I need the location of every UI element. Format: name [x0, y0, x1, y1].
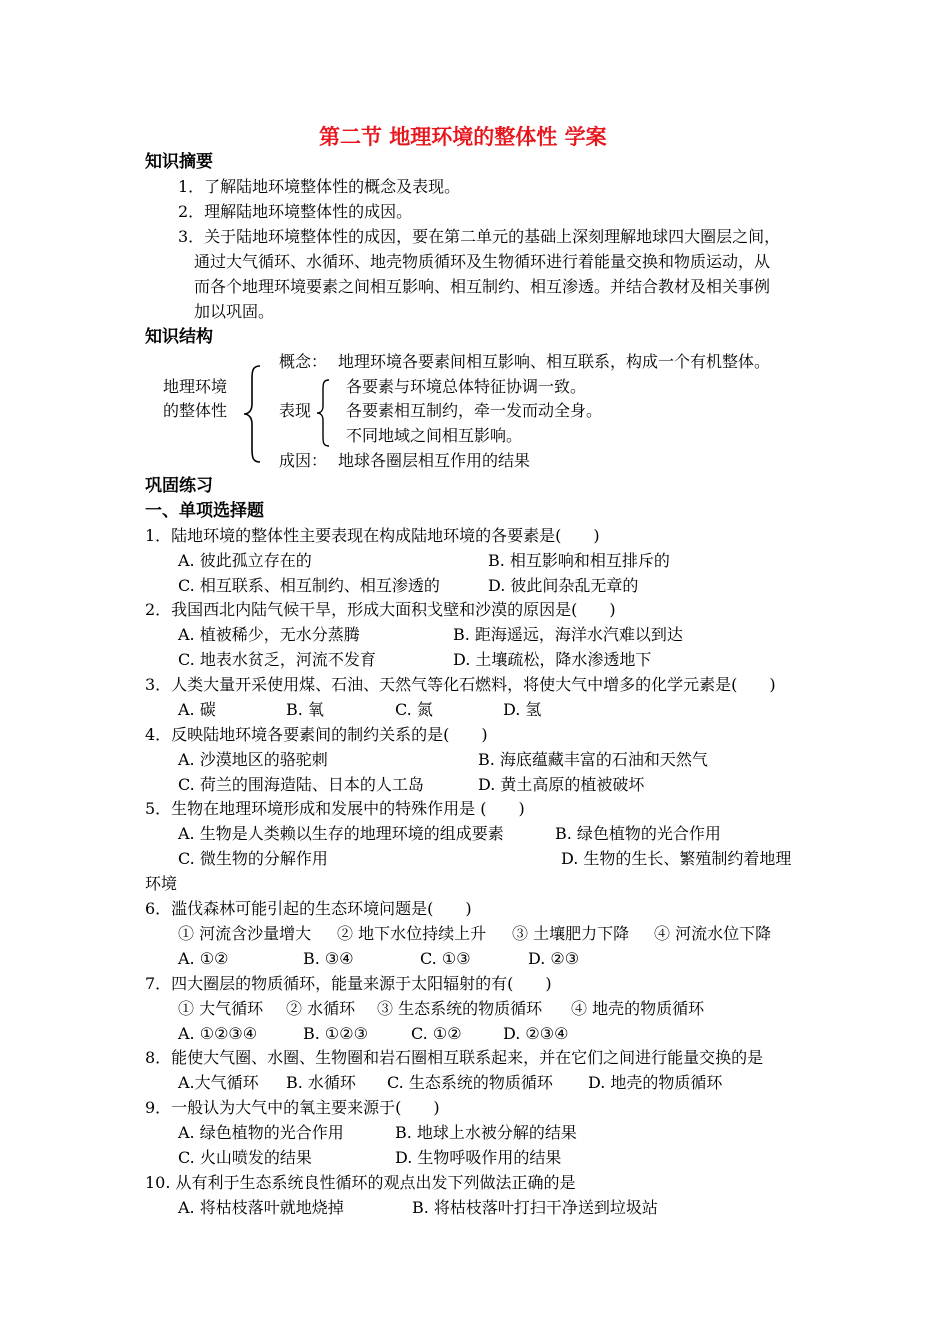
- option: A. ①②: [178, 949, 229, 968]
- page-title: 第二节 地理环境的整体性 学案: [319, 125, 607, 149]
- practice-heading: 巩固练习: [145, 476, 213, 496]
- option: A. 彼此孤立存在的: [178, 551, 312, 570]
- option: D. 黄土高原的植被破坏: [478, 775, 645, 794]
- option: C. 荷兰的围海造陆、日本的人工岛: [178, 775, 424, 794]
- option: D. 氢: [503, 700, 542, 719]
- summary-item: 1．了解陆地环境整体性的概念及表现。: [178, 177, 461, 196]
- option: D. ②③: [528, 949, 580, 968]
- option: B. ①②③: [303, 1024, 368, 1043]
- option: A. ①②③④: [178, 1024, 258, 1043]
- summary-item-continued: 通过大气循环、水循环、地壳物质循环及生物循环进行着能量交换和物质运动，从: [194, 252, 771, 271]
- question: 2．我国西北内陆气候干旱，形成大面积戈壁和沙漠的原因是( ): [145, 600, 616, 619]
- option: C. 地表水贫乏，河流不发育: [178, 650, 376, 669]
- section-heading: 一、单项选择题: [145, 501, 264, 521]
- question: 7．四大圈层的物质循环，能量来源于太阳辐射的有( ): [145, 974, 552, 993]
- option: B. 将枯枝落叶打扫干净送到垃圾站: [412, 1198, 658, 1217]
- option: B. 海底蕴藏丰富的石油和天然气: [478, 750, 708, 769]
- option: D. 生物的生长、繁殖制约着地理: [561, 849, 792, 868]
- question: 9．一般认为大气中的氧主要来源于( ): [145, 1098, 440, 1117]
- option: D. 生物呼吸作用的结果: [395, 1148, 562, 1167]
- question: 5．生物在地理环境形成和发展中的特殊作用是 ( ): [145, 799, 525, 818]
- concept-label: 概念：: [279, 352, 328, 371]
- inner-brace-icon: [314, 378, 332, 448]
- summary-heading: 知识摘要: [145, 152, 213, 172]
- structure-root-label: 地理环境: [163, 377, 228, 396]
- option: D. 地壳的物质循环: [588, 1073, 723, 1092]
- expression-label: 表现: [279, 401, 312, 420]
- structure-root-label: 的整体性: [163, 401, 228, 420]
- option: B. 水循环: [286, 1073, 356, 1092]
- statement: ④ 河流水位下降: [654, 924, 772, 943]
- option: D. 彼此间杂乱无章的: [488, 576, 639, 595]
- option: A. 将枯枝落叶就地烧掉: [178, 1198, 344, 1217]
- option: A. 植被稀少，无水分蒸腾: [178, 625, 360, 644]
- expression-item: 不同地域之间相互影响。: [346, 426, 523, 445]
- question: 8．能使大气圈、水圈、生物圈和岩石圈相互联系起来，并在它们之间进行能量交换的是: [145, 1048, 764, 1067]
- option: B. 地球上水被分解的结果: [395, 1123, 577, 1142]
- statement: ③ 生态系统的物质循环: [377, 999, 543, 1018]
- option: A. 绿色植物的光合作用: [178, 1123, 344, 1142]
- summary-item: 2．理解陆地环境整体性的成因。: [178, 202, 413, 221]
- expression-item: 各要素与环境总体特征协调一致。: [346, 377, 587, 396]
- option: C. 相互联系、相互制约、相互渗透的: [178, 576, 440, 595]
- statement: ① 河流含沙量增大: [178, 924, 312, 943]
- summary-item-continued: 而各个地理环境要素之间相互影响、相互制约、相互渗透。并结合教材及相关事例: [194, 277, 771, 296]
- option: C. 微生物的分解作用: [178, 849, 328, 868]
- option: A. 碳: [178, 700, 216, 719]
- option: B. 绿色植物的光合作用: [555, 824, 721, 843]
- option: B. ③④: [303, 949, 354, 968]
- structure-heading: 知识结构: [145, 327, 213, 347]
- question: 10. 从有利于生态系统良性循环的观点出发下列做法正确的是: [145, 1173, 576, 1192]
- statement: ② 水循环: [286, 999, 356, 1018]
- statement: ④ 地壳的物质循环: [571, 999, 705, 1018]
- option: B. 距海遥远，海洋水汽难以到达: [453, 625, 683, 644]
- cause-text: 地球各圈层相互作用的结果: [338, 451, 531, 470]
- option: A. 生物是人类赖以生存的地理环境的组成要素: [178, 824, 504, 843]
- option: D. ②③④: [503, 1024, 569, 1043]
- question: 1．陆地环境的整体性主要表现在构成陆地环境的各要素是( ): [145, 526, 600, 545]
- option: C. 氮: [395, 700, 433, 719]
- option: D. 土壤疏松，降水渗透地下: [453, 650, 652, 669]
- cause-label: 成因：: [279, 451, 328, 470]
- summary-item: 3．关于陆地环境整体性的成因，要在第二单元的基础上深刻理解地球四大圈层之间，: [178, 227, 781, 246]
- outer-brace-icon: [240, 364, 264, 464]
- statement: ③ 土壤肥力下降: [512, 924, 630, 943]
- expression-item: 各要素相互制约，牵一发而动全身。: [346, 401, 603, 420]
- concept-text: 地理环境各要素间相互影响、相互联系，构成一个有机整体。: [338, 352, 771, 371]
- option: C. ①③: [420, 949, 471, 968]
- statement: ② 地下水位持续上升: [337, 924, 487, 943]
- option: C. 生态系统的物质循环: [387, 1073, 553, 1092]
- option: C. ①②: [411, 1024, 462, 1043]
- statement: ① 大气循环: [178, 999, 264, 1018]
- option: B. 相互影响和相互排斥的: [488, 551, 670, 570]
- question: 4．反映陆地环境各要素间的制约关系的是( ): [145, 725, 488, 744]
- option: A.大气循环: [178, 1073, 259, 1092]
- option: B. 氧: [286, 700, 324, 719]
- summary-item-continued: 加以巩固。: [194, 302, 275, 321]
- question: 6．滥伐森林可能引起的生态环境问题是( ): [145, 899, 472, 918]
- option-continued: 环境: [145, 874, 178, 893]
- option: C. 火山喷发的结果: [178, 1148, 312, 1167]
- question: 3．人类大量开采使用煤、石油、天然气等化石燃料，将使大气中增多的化学元素是( ): [145, 675, 776, 694]
- option: A. 沙漠地区的骆驼刺: [178, 750, 328, 769]
